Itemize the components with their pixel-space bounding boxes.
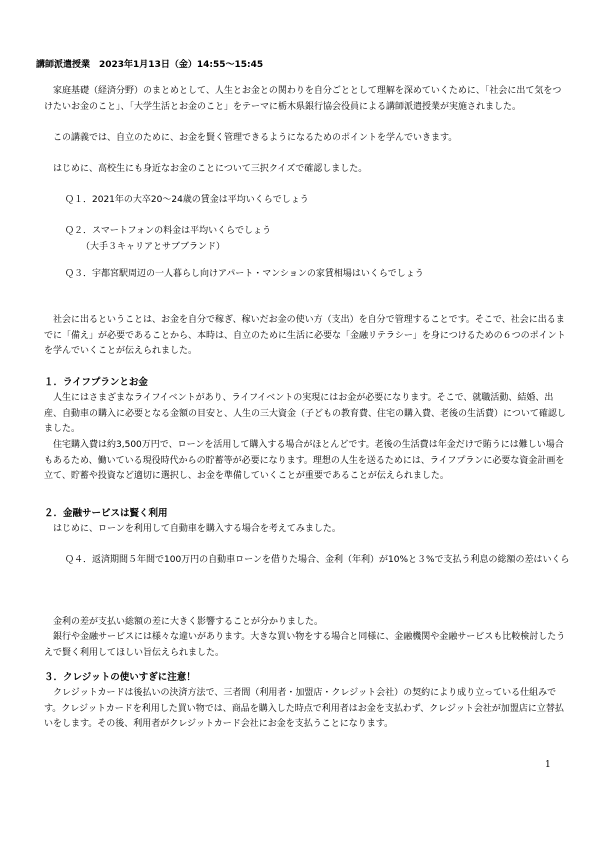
section-2-paragraph-1: はじめに、ローンを利用して自動車を購入する場合を考えてみました。 (53, 524, 341, 534)
quiz-question-2-text: Ｑ２．スマートフォンの料金は平均いくらでしょう (65, 226, 272, 236)
quiz-question-1: Ｑ１．2021年の大卒20～24歳の賃金は平均いくらでしょう (65, 195, 309, 205)
quiz-question-4: Ｑ４．返済期間５年間で100万円の自動車ローンを借りた場合、金利（年利）が10%と３%で支払う利息の総額の差はいくら (65, 555, 570, 565)
quiz-question-2 (65, 224, 565, 255)
document-title: 講師派遣授業 2023年1月13日（金）14:55～15:45 (36, 60, 264, 70)
society-paragraph: 社会に出るということは、お金を自分で稼ぎ、稼いだお金の使い方（支出）を自分で管理することです。そこで、社会に出るまでに「備え」が必要であることから、本時は、自立のために生活に必要な「金融リテラシー」を身につけるための６つのポイントを学んでいくことが伝えられました。 (44, 315, 566, 356)
section-1-heading: １．ライフプランとお金 (44, 377, 148, 388)
section-2-heading: ２．金融サービスは賢く利用 (44, 508, 168, 519)
section-1-paragraph-1: 人生にはさまざまなライフイベントがあり、ライフイベントの実現にはお金が必要になります。そこで、就職活動、結婚、出産、自動車の購入に必要となる金額の目安と、人生の三大資金（子どもの教育費、住宅の購入費、老後の生活費）について確認しました。 (44, 393, 566, 434)
intro-paragraph-3: はじめに、高校生にも身近なお金のことについて三択クイズで確認しました。 (53, 164, 368, 174)
quiz-question-2-note: （大手３キャリアとサブブランド） (81, 241, 226, 252)
quiz-question-3: Ｑ３．宇都宮駅周辺の一人暮らし向けアパート・マンションの家賃相場はいくらでしょう (65, 269, 424, 279)
page-number: 1 (545, 760, 551, 770)
section-3-heading: ３．クレジットの使いすぎに注意！ (44, 672, 196, 683)
intro-paragraph-2: この講義では、自立のために、お金を賢く管理できるようになるためのポイントを学んでいきます。 (53, 133, 458, 143)
section-1-paragraph-2: 住宅購入費は約3,500万円で、ローンを活用して購入する場合がほとんどです。老後の生活費は年金だけで賄うには難しい場合もあるため、働いている現役時代からの貯蓄等が必要になります。理想の人生を送るためには、ライフプランに必要な資金計画を立て、貯蓄や投資など適切に選択し、お金を準備していくことが重要であることが伝えられました。 (44, 440, 565, 481)
intro-paragraph-1: 家庭基礎（経済分野）のまとめとして、人生とお金との関わりを自分ごととして理解を深めていくために、「社会に出て気をつけたいお金のこと」、「大学生活とお金のこと」をテーマに栃木県銀行協会役員による講師派遣授業が実施されました。 (44, 86, 562, 112)
section-2-paragraph-3: 銀行や金融サービスには様々な違いがあります。大きな買い物をする場合と同様に、金融機関や金融サービスも比較検討したうえで賢く利用してほしい旨伝えられました。 (44, 632, 566, 658)
section-3-paragraph-1: クレジットカードは後払いの決済方法で、三者間（利用者・加盟店・クレジット会社）の契約により成り立っている仕組みです。クレジットカードを利用した買い物では、商品を購入した時点で利用者はお金を支払わず、クレジット会社が加盟店に立替払いをします。その後、利用者がクレジットカード会社にお金を支払うことになります。 (44, 688, 564, 729)
section-2-paragraph-2: 金利の差が支払い総額の差に大きく影響することが分かりました。 (53, 617, 324, 627)
